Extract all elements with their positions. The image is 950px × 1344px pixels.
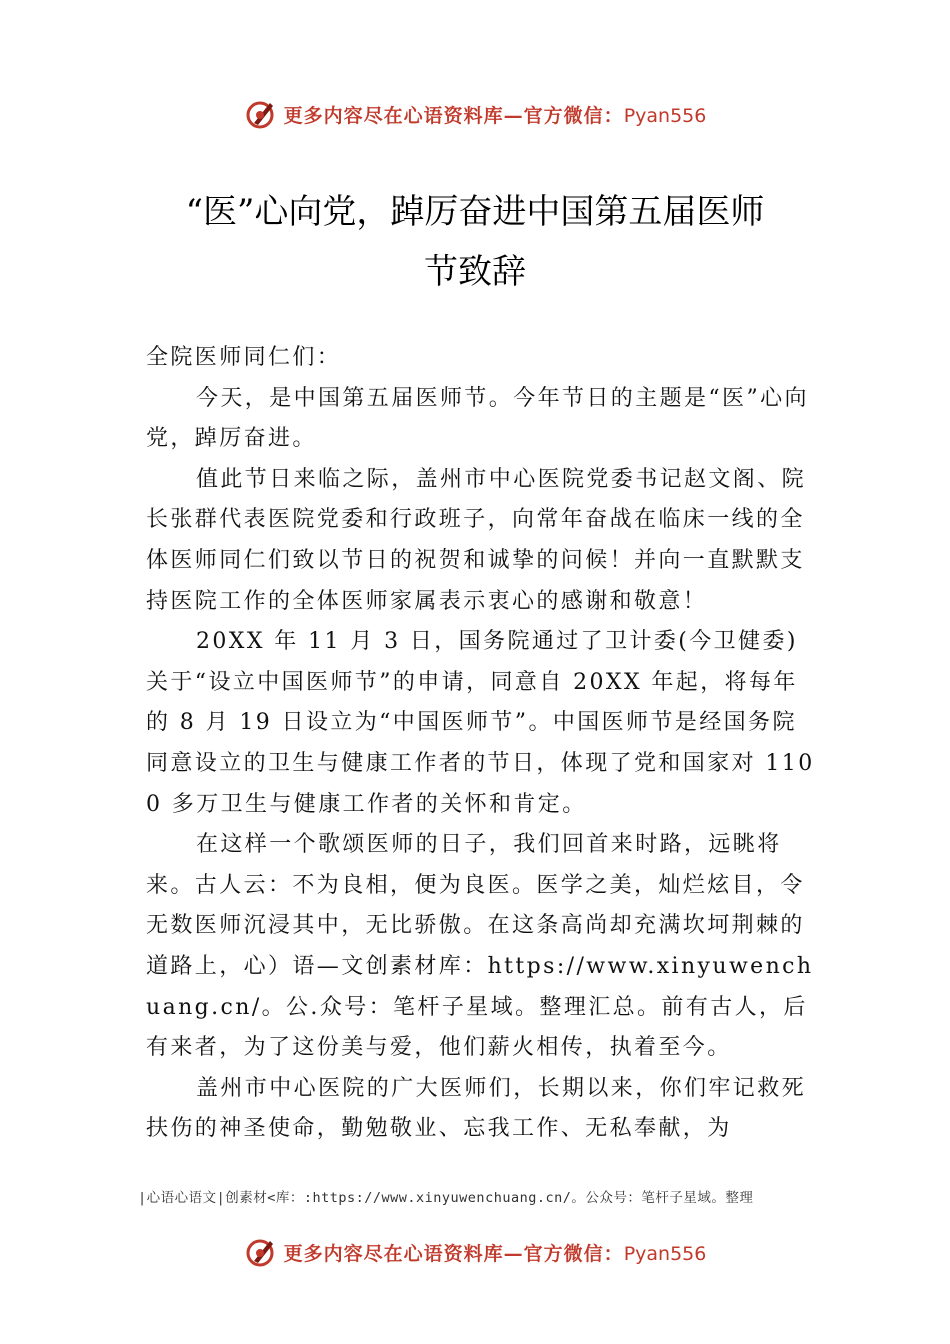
header-banner	[0, 92, 950, 136]
paragraph-5: 盖州市中心医院的广大医师们，长期以来，你们牢记救死扶伤的神圣使命，勤勉敬业、忘我工作、无私奉献，为	[146, 1075, 807, 1142]
document-body	[146, 338, 818, 1150]
greeting: 全院医师同仁们：	[146, 345, 342, 370]
banner-text: 更多内容尽在心语资料库—官方微信：Pyan556	[283, 1242, 707, 1265]
paragraph-1: 今天，是中国第五届医师节。今年节日的主题是“医”心向党，踔厉奋进。	[146, 385, 809, 452]
brush-logo-icon	[244, 97, 278, 131]
title-line-1: “医”心向党，踔厉奋进中国第五届医师	[185, 192, 765, 232]
banner-text: 更多内容尽在心语资料库—官方微信：Pyan556	[283, 104, 707, 127]
document-title	[120, 182, 830, 302]
paragraph-2: 值此节日来临之际，盖州市中心医院党委书记赵文阁、院长张群代表医院党委和行政班子，向常年奋战在临床一线的全体医师同仁们致以节日的祝贺和诚挚的问候！并向一直默默支持医院工作的全体医师家属表示衷心的感谢和敬意！	[146, 466, 807, 614]
brush-logo-icon	[244, 1235, 278, 1269]
title-line-2: 节致辞	[424, 252, 526, 292]
footer-banner	[0, 1230, 950, 1274]
paragraph-4: 在这样一个歌颂医师的日子，我们回首来时路，远眺将来。古人云：不为良相，便为良医。医学之美，灿烂炫目，令无数医师沉浸其中，无比骄傲。在这条高尚却充满坎坷荆棘的道路上，心）语—文创素材库：https://www.xinyuwenchuang.cn/。公.众号：笔杆子星域。整理汇总。前有古人，后有来者，为了这份美与爱，他们薪火相传，执着至今。	[146, 832, 814, 1061]
footer-note: |心语心语文|创素材<库：:https://www.xinyuwenchuang.cn/。公众号：笔杆子星域。整理	[138, 1190, 754, 1206]
paragraph-3: 20XX 年 11 月 3 日，国务院通过了卫计委(今卫健委)关于“设立中国医师节”的申请，同意自 20XX 年起，将每年的 8 月 19 日设立为“中国医师节”。中国医师节是经国务院同意设立的卫生与健康工作者的节日，体现了党和国家对 1100 多万卫生与健康工作者的关怀和肯定。	[146, 629, 815, 817]
